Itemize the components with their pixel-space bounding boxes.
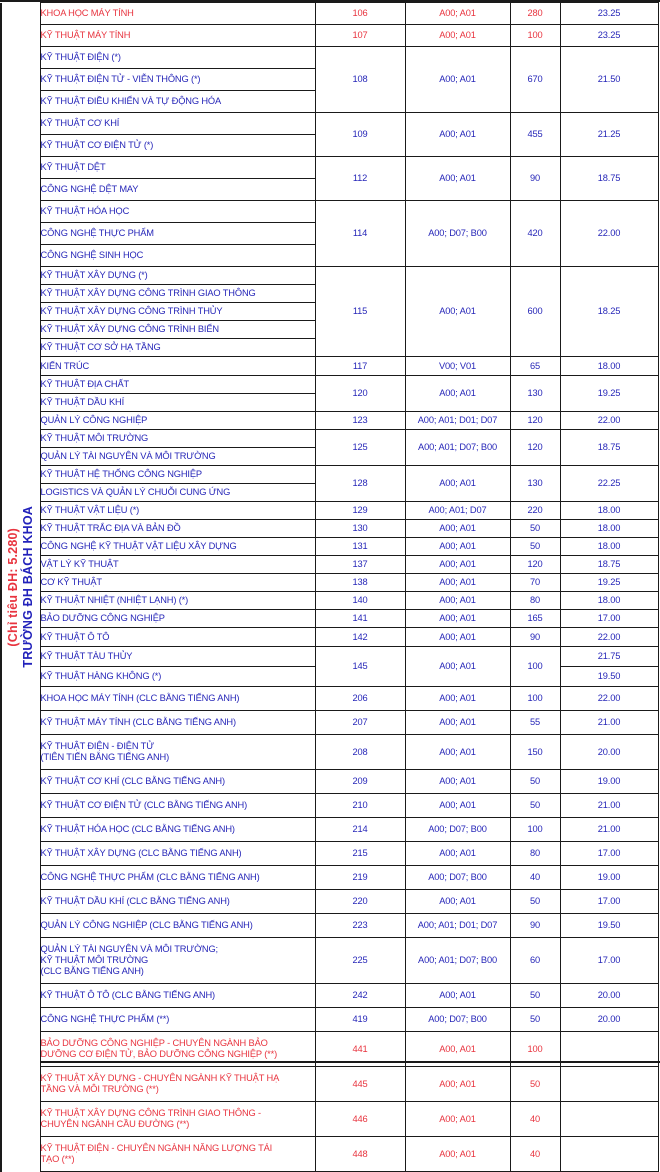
benchmark-score-cell: 20.00 (560, 984, 658, 1008)
quota-cell: 100 (510, 818, 560, 842)
benchmark-score-cell: 23.25 (560, 3, 658, 25)
program-name-cell: CÔNG NGHỆ THỰC PHẨM (CLC BẰNG TIẾNG ANH) (40, 866, 315, 890)
table-row (1, 770, 658, 794)
subject-combination-cell: A00; A01 (405, 842, 510, 866)
program-name-cell: KỸ THUẬT CƠ ĐIỆN TỬ (CLC BẰNG TIẾNG ANH) (40, 794, 315, 818)
institution-quota-note: (Chỉ tiêu ĐH: 5.280) (6, 527, 20, 647)
quota-cell: 420 (510, 201, 560, 267)
program-code-cell: 112 (315, 157, 405, 201)
benchmark-score-cell: 22.25 (560, 466, 658, 502)
subject-combination-cell: A00, A01 (405, 1032, 510, 1067)
program-code-cell: 109 (315, 113, 405, 157)
quota-cell: 150 (510, 735, 560, 770)
table-row (1, 818, 658, 842)
subject-combination-cell: A00; A01 (405, 592, 510, 610)
program-name-cell: KỸ THUẬT XÂY DỰNG (*) (40, 267, 315, 285)
subject-combination-cell: A00; A01 (405, 984, 510, 1008)
quota-cell: 600 (510, 267, 560, 357)
program-name-cell: KỸ THUẬT XÂY DỰNG CÔNG TRÌNH BIỂN (40, 321, 315, 339)
benchmark-score-cell: 18.25 (560, 267, 658, 357)
quota-cell: 40 (510, 1137, 560, 1172)
program-code-cell: 137 (315, 556, 405, 574)
quota-cell: 100 (510, 647, 560, 687)
table-row (1, 735, 658, 770)
table-row (1, 592, 658, 610)
table-row (1, 574, 658, 592)
table-row (1, 866, 658, 890)
quota-cell: 120 (510, 556, 560, 574)
benchmark-score-cell: 20.00 (560, 1008, 658, 1032)
benchmark-score-cell: 18.00 (560, 592, 658, 610)
benchmark-score-cell: 22.00 (560, 687, 658, 711)
subject-combination-cell: A00; A01 (405, 556, 510, 574)
program-name-cell: VẬT LÝ KỸ THUẬT (40, 556, 315, 574)
benchmark-score-cell: 19.25 (560, 574, 658, 592)
program-code-cell: 107 (315, 25, 405, 47)
quota-cell: 90 (510, 914, 560, 938)
table-row (1, 647, 658, 667)
program-name-cell: QUẢN LÝ CÔNG NGHIỆP (CLC BẰNG TIẾNG ANH) (40, 914, 315, 938)
benchmark-score-cell: 23.25 (560, 25, 658, 47)
quota-cell: 50 (510, 538, 560, 556)
benchmark-score-cell: 17.00 (560, 890, 658, 914)
table-row (1, 842, 658, 866)
quota-cell: 90 (510, 628, 560, 647)
benchmark-score-cell: 18.00 (560, 357, 658, 376)
program-name-cell: KỸ THUẬT XÂY DỰNG CÔNG TRÌNH GIAO THÔNG - CHUYÊN NGÀNH CẦU ĐƯỜNG (**) (40, 1102, 315, 1137)
benchmark-score-cell: 21.00 (560, 794, 658, 818)
program-name-cell: CÔNG NGHỆ THỰC PHẨM (40, 223, 315, 245)
benchmark-score-cell: 20.00 (560, 735, 658, 770)
benchmark-score-cell: 18.75 (560, 430, 658, 466)
program-code-cell: 140 (315, 592, 405, 610)
table-row (1, 711, 658, 735)
subject-combination-cell: A00; A01 (405, 770, 510, 794)
benchmark-score-cell: 18.00 (560, 538, 658, 556)
program-name-cell: CÔNG NGHỆ KỸ THUẬT VẬT LIỆU XÂY DỰNG (40, 538, 315, 556)
table-row (1, 628, 658, 647)
program-name-cell: KỸ THUẬT NHIỆT (NHIỆT LẠNH) (*) (40, 592, 315, 610)
program-name-cell: KỸ THUẬT XÂY DỰNG (CLC BẰNG TIẾNG ANH) (40, 842, 315, 866)
table-row (1, 1008, 658, 1032)
benchmark-score-cell (560, 1102, 658, 1137)
benchmark-score-cell: 19.50 (560, 667, 658, 687)
quota-cell: 60 (510, 938, 560, 984)
program-code-cell: 130 (315, 520, 405, 538)
program-name-cell: KỸ THUẬT MÁY TÍNH (CLC BẰNG TIẾNG ANH) (40, 711, 315, 735)
subject-combination-cell: A00; A01 (405, 520, 510, 538)
program-code-cell: 208 (315, 735, 405, 770)
subject-combination-cell: A00; A01 (405, 890, 510, 914)
benchmark-score-cell: 18.75 (560, 556, 658, 574)
quota-cell: 50 (510, 1067, 560, 1102)
program-name-cell: KỸ THUẬT CƠ KHÍ (40, 113, 315, 135)
quota-cell: 120 (510, 430, 560, 466)
program-code-cell: 419 (315, 1008, 405, 1032)
program-name-cell: KỸ THUẬT CƠ ĐIỆN TỬ (*) (40, 135, 315, 157)
subject-combination-cell: A00; D07; B00 (405, 201, 510, 267)
program-name-cell: KỸ THUẬT XÂY DỰNG - CHUYÊN NGÀNH KỸ THUẬT HẠ TẦNG VÀ MÔI TRƯỜNG (**) (40, 1067, 315, 1102)
program-name-cell: KỸ THUẬT MÁY TÍNH (40, 25, 315, 47)
program-code-cell: 207 (315, 711, 405, 735)
admissions-table (0, 2, 659, 1172)
program-name-cell: CÔNG NGHỆ DỆT MAY (40, 179, 315, 201)
institution-sidebar (1, 3, 40, 1172)
table-row (1, 376, 658, 394)
table-row (1, 794, 658, 818)
table-row (1, 938, 658, 984)
table-row (1, 113, 658, 135)
program-code-cell: 125 (315, 430, 405, 466)
table-row (1, 1102, 658, 1137)
quota-cell: 40 (510, 866, 560, 890)
subject-combination-cell: A00; A01 (405, 25, 510, 47)
subject-combination-cell: A00; A01 (405, 735, 510, 770)
benchmark-score-cell: 22.00 (560, 628, 658, 647)
quota-cell: 40 (510, 1102, 560, 1137)
quota-cell: 50 (510, 770, 560, 794)
program-code-cell: 220 (315, 890, 405, 914)
benchmark-score-cell: 17.00 (560, 938, 658, 984)
program-code-cell: 128 (315, 466, 405, 502)
program-name-cell: KỸ THUẬT ĐIỆN (*) (40, 47, 315, 69)
table-row (1, 520, 658, 538)
program-code-cell: 145 (315, 647, 405, 687)
program-code-cell: 141 (315, 610, 405, 628)
subject-combination-cell: A00; A01 (405, 113, 510, 157)
program-code-cell: 123 (315, 412, 405, 430)
program-name-cell: KIẾN TRÚC (40, 357, 315, 376)
program-name-cell: QUẢN LÝ TÀI NGUYÊN VÀ MÔI TRƯỜNG (40, 448, 315, 466)
subject-combination-cell: A00; A01; D07; B00 (405, 938, 510, 984)
program-code-cell: 441 (315, 1032, 405, 1067)
program-name-cell: KỸ THUẬT VẬT LIỆU (*) (40, 502, 315, 520)
program-name-cell: KỸ THUẬT ĐIỀU KHIỂN VÀ TỰ ĐỘNG HÓA (40, 91, 315, 113)
subject-combination-cell: A00; D07; B00 (405, 818, 510, 842)
program-code-cell: 142 (315, 628, 405, 647)
benchmark-score-cell (560, 1137, 658, 1172)
benchmark-score-cell: 17.00 (560, 610, 658, 628)
program-name-cell: KỸ THUẬT DẦU KHÍ (40, 394, 315, 412)
table-row (1, 1067, 658, 1102)
table-row (1, 430, 658, 448)
benchmark-score-cell: 19.50 (560, 914, 658, 938)
institution-name: TRƯỜNG ĐH BÁCH KHOA (20, 506, 35, 668)
subject-combination-cell: A00; A01 (405, 376, 510, 412)
benchmark-score-cell: 17.00 (560, 842, 658, 866)
program-name-cell: KỸ THUẬT HÀNG KHÔNG (*) (40, 667, 315, 687)
quota-cell: 100 (510, 1032, 560, 1067)
table-row (1, 412, 658, 430)
table-row (1, 157, 658, 179)
subject-combination-cell: A00; A01 (405, 687, 510, 711)
benchmark-score-cell: 19.00 (560, 770, 658, 794)
program-name-cell: KỸ THUẬT DỆT (40, 157, 315, 179)
program-code-cell: 129 (315, 502, 405, 520)
quota-cell: 670 (510, 47, 560, 113)
program-name-cell: CÔNG NGHỆ SINH HỌC (40, 245, 315, 267)
program-name-cell: KỸ THUẬT XÂY DỰNG CÔNG TRÌNH GIAO THÔNG (40, 285, 315, 303)
quota-cell: 50 (510, 1008, 560, 1032)
quota-cell: 100 (510, 687, 560, 711)
quota-cell: 80 (510, 842, 560, 866)
subject-combination-cell: A00; A01 (405, 47, 510, 113)
program-code-cell: 120 (315, 376, 405, 412)
benchmark-score-cell (560, 1067, 658, 1102)
subject-combination-cell: A00; D07; B00 (405, 866, 510, 890)
subject-combination-cell: A00; A01; D01; D07 (405, 914, 510, 938)
subject-combination-cell: A00; A01 (405, 628, 510, 647)
program-name-cell: QUẢN LÝ TÀI NGUYÊN VÀ MÔI TRƯỜNG; KỸ THUẬT MÔI TRƯỜNG (CLC BẰNG TIẾNG ANH) (40, 938, 315, 984)
table-row (1, 47, 658, 69)
subject-combination-cell: A00; A01 (405, 466, 510, 502)
subject-combination-cell: V00; V01 (405, 357, 510, 376)
benchmark-score-cell: 21.00 (560, 711, 658, 735)
subject-combination-cell: A00; A01 (405, 711, 510, 735)
subject-combination-cell: A00; A01 (405, 794, 510, 818)
program-name-cell: KỸ THUẬT TRẮC ĐỊA VÀ BẢN ĐỒ (40, 520, 315, 538)
program-code-cell: 210 (315, 794, 405, 818)
benchmark-score-cell: 21.50 (560, 47, 658, 113)
subject-combination-cell: A00; A01 (405, 1137, 510, 1172)
program-name-cell: KỸ THUẬT Ô TÔ (CLC BẰNG TIẾNG ANH) (40, 984, 315, 1008)
subject-combination-cell: A00; A01 (405, 267, 510, 357)
quota-cell: 65 (510, 357, 560, 376)
table-row (1, 502, 658, 520)
program-name-cell: KỸ THUẬT XÂY DỰNG CÔNG TRÌNH THỦY (40, 303, 315, 321)
program-code-cell: 214 (315, 818, 405, 842)
program-name-cell: KỸ THUẬT ĐIỆN - ĐIỆN TỬ (TIÊN TIẾN BẰNG TIẾNG ANH) (40, 735, 315, 770)
benchmark-score-cell: 19.25 (560, 376, 658, 412)
program-name-cell: KỸ THUẬT MÔI TRƯỜNG (40, 430, 315, 448)
subject-combination-cell: A00; A01 (405, 1102, 510, 1137)
quota-cell: 280 (510, 3, 560, 25)
program-code-cell: 225 (315, 938, 405, 984)
table-row (1, 687, 658, 711)
program-code-cell: 138 (315, 574, 405, 592)
subject-combination-cell: A00; A01 (405, 574, 510, 592)
program-name-cell: BẢO DƯỠNG CÔNG NGHIỆP (40, 610, 315, 628)
benchmark-score-cell: 22.00 (560, 201, 658, 267)
program-code-cell: 131 (315, 538, 405, 556)
table-row (1, 357, 658, 376)
program-name-cell: KỸ THUẬT Ô TÔ (40, 628, 315, 647)
quota-cell: 50 (510, 890, 560, 914)
benchmark-score-cell: 18.00 (560, 520, 658, 538)
benchmark-score-cell (560, 1032, 658, 1067)
table-row (1, 556, 658, 574)
program-name-cell: KỸ THUẬT CƠ KHÍ (CLC BẰNG TIẾNG ANH) (40, 770, 315, 794)
table-row (1, 538, 658, 556)
table-row (1, 914, 658, 938)
benchmark-score-cell: 18.75 (560, 157, 658, 201)
quota-cell: 50 (510, 984, 560, 1008)
program-name-cell: KỸ THUẬT HỆ THỐNG CÔNG NGHIỆP (40, 466, 315, 484)
program-code-cell: 215 (315, 842, 405, 866)
program-code-cell: 219 (315, 866, 405, 890)
program-code-cell: 206 (315, 687, 405, 711)
table-row (1, 3, 658, 25)
program-code-cell: 108 (315, 47, 405, 113)
benchmark-score-cell: 21.00 (560, 818, 658, 842)
quota-cell: 55 (510, 711, 560, 735)
benchmark-score-cell: 21.25 (560, 113, 658, 157)
program-code-cell: 209 (315, 770, 405, 794)
benchmark-score-cell: 19.00 (560, 866, 658, 890)
table-row (1, 1032, 658, 1067)
quota-cell: 455 (510, 113, 560, 157)
quota-cell: 130 (510, 376, 560, 412)
program-code-cell: 117 (315, 357, 405, 376)
program-code-cell: 223 (315, 914, 405, 938)
program-code-cell: 446 (315, 1102, 405, 1137)
benchmark-score-cell: 21.75 (560, 647, 658, 667)
table-row (1, 466, 658, 484)
program-name-cell: KỸ THUẬT ĐIỆN - CHUYÊN NGÀNH NĂNG LƯỢNG TÁI TẠO (**) (40, 1137, 315, 1172)
quota-cell: 100 (510, 25, 560, 47)
subject-combination-cell: A00; A01 (405, 3, 510, 25)
quota-cell: 120 (510, 412, 560, 430)
program-code-cell: 114 (315, 201, 405, 267)
program-name-cell: KỸ THUẬT DẦU KHÍ (CLC BẰNG TIẾNG ANH) (40, 890, 315, 914)
benchmark-score-cell: 22.00 (560, 412, 658, 430)
subject-combination-cell: A00; A01 (405, 157, 510, 201)
program-name-cell: CÔNG NGHỆ THỰC PHẨM (**) (40, 1008, 315, 1032)
program-name-cell: CƠ KỸ THUẬT (40, 574, 315, 592)
table-body (1, 3, 658, 1172)
table-row (1, 1137, 658, 1172)
subject-combination-cell: A00; D07; B00 (405, 1008, 510, 1032)
benchmark-score-cell: 18.00 (560, 502, 658, 520)
quota-cell: 80 (510, 592, 560, 610)
program-code-cell: 448 (315, 1137, 405, 1172)
table-row (1, 890, 658, 914)
quota-cell: 90 (510, 157, 560, 201)
program-name-cell: KHOA HỌC MÁY TÍNH (CLC BẰNG TIẾNG ANH) (40, 687, 315, 711)
program-name-cell: KỸ THUẬT ĐIỆN TỬ - VIỄN THÔNG (*) (40, 69, 315, 91)
subject-combination-cell: A00; A01; D07; B00 (405, 430, 510, 466)
program-name-cell: QUẢN LÝ CÔNG NGHIỆP (40, 412, 315, 430)
quota-cell: 165 (510, 610, 560, 628)
table-row (1, 984, 658, 1008)
subject-combination-cell: A00; A01; D01; D07 (405, 412, 510, 430)
subject-combination-cell: A00; A01 (405, 1067, 510, 1102)
quota-cell: 130 (510, 466, 560, 502)
program-code-cell: 106 (315, 3, 405, 25)
table-row (1, 25, 658, 47)
program-name-cell: KHOA HỌC MÁY TÍNH (40, 3, 315, 25)
program-code-cell: 445 (315, 1067, 405, 1102)
program-name-cell: KỸ THUẬT HÓA HỌC (CLC BẰNG TIẾNG ANH) (40, 818, 315, 842)
program-name-cell: KỸ THUẬT CƠ SỞ HẠ TẦNG (40, 339, 315, 357)
program-code-cell: 115 (315, 267, 405, 357)
program-name-cell: KỸ THUẬT ĐỊA CHẤT (40, 376, 315, 394)
subject-combination-cell: A00; A01 (405, 538, 510, 556)
program-name-cell: BẢO DƯỠNG CÔNG NGHIỆP - CHUYÊN NGÀNH BẢO DƯỠNG CƠ ĐIỆN TỬ, BẢO DƯỠNG CÔNG NGHIỆP (**) (40, 1032, 315, 1067)
program-name-cell: KỸ THUẬT HÓA HỌC (40, 201, 315, 223)
program-code-cell: 242 (315, 984, 405, 1008)
subject-combination-cell: A00; A01; D07 (405, 502, 510, 520)
program-name-cell: LOGISTICS VÀ QUẢN LÝ CHUỖI CUNG ỨNG (40, 484, 315, 502)
program-name-cell: KỸ THUẬT TÀU THỦY (40, 647, 315, 667)
subject-combination-cell: A00; A01 (405, 647, 510, 687)
quota-cell: 50 (510, 794, 560, 818)
quota-cell: 70 (510, 574, 560, 592)
subject-combination-cell: A00; A01 (405, 610, 510, 628)
table-row (1, 267, 658, 285)
quota-cell: 50 (510, 520, 560, 538)
quota-cell: 220 (510, 502, 560, 520)
table-row (1, 610, 658, 628)
table-row (1, 201, 658, 223)
